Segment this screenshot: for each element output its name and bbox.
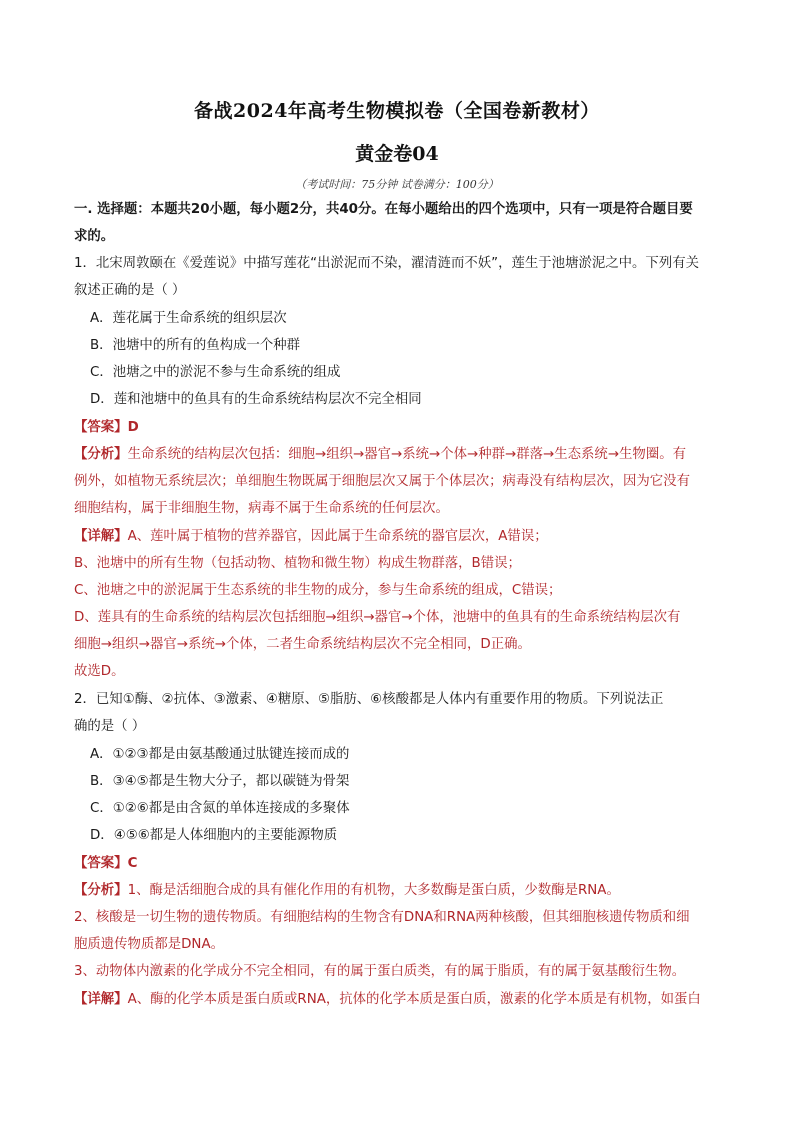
- q1-detail-line-1: [74, 527, 734, 547]
- exam-subtitle: 黄金卷04: [355, 143, 439, 165]
- q1-answer: [74, 418, 734, 438]
- q2-option-d: D．④⑤⑥都是人体细胞内的主要能源物质: [90, 828, 338, 843]
- q2-analysis-line-2: 2、核酸是一切生物的遗传物质。有细胞结构的生物含有DNA和RNA两种核酸，但其细胞核遗传物质和细: [74, 910, 690, 925]
- q1-analysis-tag: 【分析】: [74, 447, 128, 462]
- exam-info: （考试时间：75分钟 试卷满分：100分）: [295, 178, 499, 191]
- q1-option-a: A．莲花属于生命系统的组织层次: [90, 311, 287, 326]
- q1-answer-tag: 【答案】: [74, 420, 128, 435]
- exam-title: 备战2024年高考生物模拟卷（全国卷新教材）: [194, 100, 600, 122]
- q2-answer-value: C: [127, 856, 138, 871]
- q2-option-c: C．①②⑥都是由含氮的单体连接成的多聚体: [90, 801, 350, 816]
- q1-option-b: B．池塘中的所有的鱼构成一个种群: [90, 338, 301, 353]
- q1-analysis-line-2: 例外，如植物无系统层次；单细胞生物既属于细胞层次又属于个体层次；病毒没有结构层次，因为它没有: [74, 474, 690, 489]
- q1-detail-line-3: C、池塘之中的淤泥属于生态系统的非生物的成分，参与生命系统的组成，C错误；: [74, 583, 562, 598]
- q1-analysis-line-3: 细胞结构，属于非细胞生物，病毒不属于生命系统的任何层次。: [74, 501, 449, 516]
- q2-analysis-line-4: 3、动物体内激素的化学成分不完全相同，有的属于蛋白质类，有的属于脂质，有的属于氨基酸衍生物。: [74, 964, 686, 979]
- q2-analysis-line-1: [74, 881, 734, 901]
- q2-answer-tag: 【答案】: [74, 856, 128, 871]
- q2-detail-text-1: A、酶的化学本质是蛋白质或RNA，抗体的化学本质是蛋白质，激素的化学本质是有机物，如蛋白: [127, 992, 701, 1007]
- q2-answer: [74, 854, 734, 874]
- q2-detail-line-1: [74, 990, 734, 1010]
- q1-answer-value: D: [127, 420, 139, 435]
- q2-analysis-text-1: 1、酶是活细胞合成的具有催化作用的有机物，大多数酶是蛋白质，少数酶是RNA。: [127, 883, 620, 898]
- q1-detail-line-5: 细胞→组织→器官→系统→个体，二者生命系统结构层次不完全相同，D正确。: [74, 637, 531, 652]
- q2-option-a: A．①②③都是由氨基酸通过肽键连接而成的: [90, 747, 350, 762]
- q2-analysis-tag: 【分析】: [74, 883, 128, 898]
- q1-detail-line-2: B、池塘中的所有生物（包括动物、植物和微生物）构成生物群落，B错误；: [74, 556, 521, 571]
- q2-detail-tag: 【详解】: [74, 992, 128, 1007]
- section-instruction-line-1: 一. 选择题：本题共20小题，每小题2分，共40分。在每小题给出的四个选项中，只有一项是符合题目要: [74, 202, 693, 217]
- q1-analysis-line-1: [74, 445, 734, 465]
- q1-detail-tag: 【详解】: [74, 529, 128, 544]
- q1-analysis-text-1: 生命系统的结构层次包括：细胞→组织→器官→系统→个体→种群→群落→生态系统→生物圈。有: [127, 447, 686, 462]
- q1-detail-text-1: A、莲叶属于植物的营养器官，因此属于生命系统的器官层次，A错误；: [127, 529, 548, 544]
- q2-stem-line-2: 确的是（ ）: [74, 719, 146, 734]
- q1-detail-line-4: D、莲具有的生命系统的结构层次包括细胞→组织→器官→个体，池塘中的鱼具有的生命系统结构层次有: [74, 610, 681, 625]
- q1-stem-line-2: 叙述正确的是（ ）: [74, 283, 186, 298]
- q1-option-d: D．莲和池塘中的鱼具有的生命系统结构层次不完全相同: [90, 392, 422, 407]
- q2-stem-line-1: 2．已知①酶、②抗体、③激素、④糖原、⑤脂肪、⑥核酸都是人体内有重要作用的物质。下列说法正: [74, 692, 664, 707]
- q1-option-c: C．池塘之中的淤泥不参与生命系统的组成: [90, 365, 341, 380]
- q2-analysis-line-3: 胞质遗传物质都是DNA。: [74, 937, 225, 952]
- q1-stem-line-1: 1．北宋周敦颐在《爱莲说》中描写莲花“出淤泥而不染，濯清涟而不妖”，莲生于池塘淤泥之中。下列有关: [74, 256, 699, 271]
- q1-choice: 故选D。: [74, 664, 125, 679]
- section-instruction-line-2: 求的。: [74, 229, 115, 244]
- q2-option-b: B．③④⑤都是生物大分子，都以碳链为骨架: [90, 774, 350, 789]
